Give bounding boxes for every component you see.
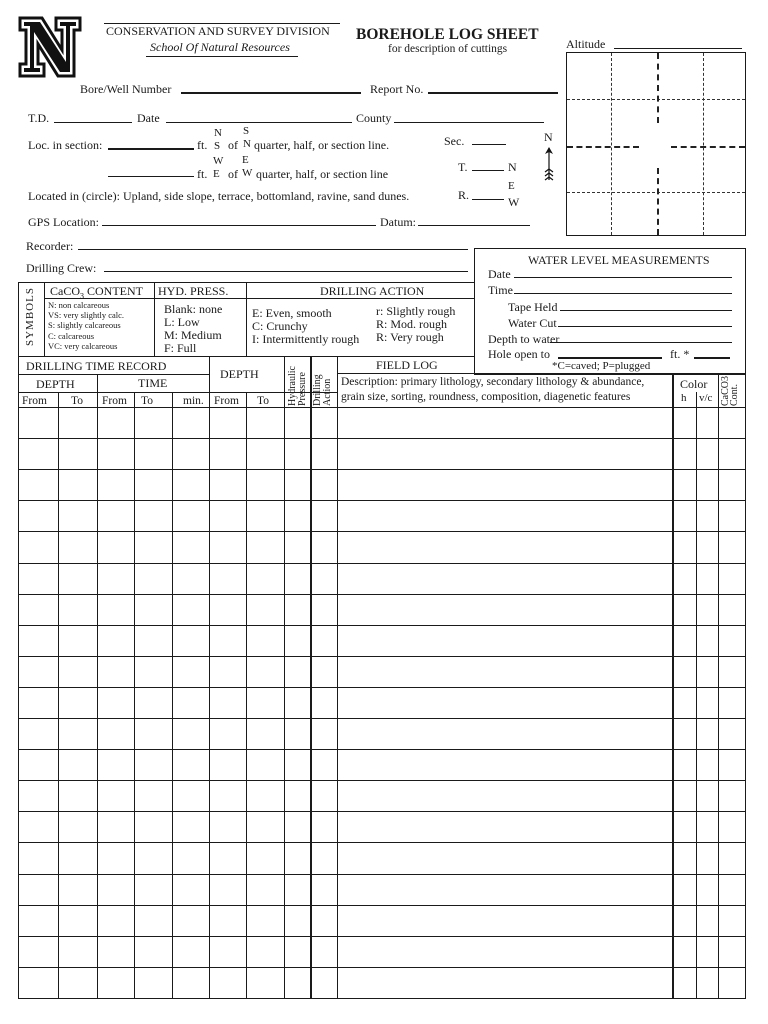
table-row[interactable] — [19, 626, 745, 655]
drilling-action-header: Drilling Action — [312, 374, 333, 406]
gps-field[interactable] — [102, 213, 376, 226]
t-label: T. — [458, 160, 468, 174]
table-row[interactable] — [19, 937, 745, 966]
loc-ns-field[interactable] — [108, 136, 194, 150]
table-row[interactable] — [19, 719, 745, 748]
county-label: County — [356, 111, 392, 125]
loc-ew-field[interactable] — [108, 164, 194, 177]
time-header: TIME — [138, 376, 168, 390]
color-header: Color — [680, 377, 708, 391]
drilling-crew-label: Drilling Crew: — [26, 261, 97, 275]
value-chroma-header: v/c — [699, 392, 713, 404]
field-log-header: FIELD LOG — [376, 358, 438, 372]
section-grid[interactable] — [566, 52, 746, 236]
water-cut-field[interactable] — [558, 314, 732, 327]
bore-well-label: Bore/Well Number — [80, 82, 172, 96]
hue-header: h — [681, 392, 687, 404]
table-row[interactable] — [19, 564, 745, 593]
r-label: R. — [458, 188, 470, 202]
table-row[interactable] — [19, 812, 745, 841]
page-subtitle: for description of cuttings — [388, 43, 508, 55]
table-row[interactable] — [19, 470, 745, 499]
township-field[interactable] — [472, 158, 504, 171]
loc-ns-suffix: quarter, half, or section line. — [254, 138, 390, 152]
table-row[interactable] — [19, 875, 745, 904]
compass-n: N — [544, 130, 553, 144]
datum-field[interactable] — [418, 213, 530, 226]
sec-field[interactable] — [472, 132, 506, 145]
range-field[interactable] — [472, 187, 504, 200]
caco3-cont-header: CaCO3 Cont. — [720, 376, 740, 406]
table-row[interactable] — [19, 688, 745, 717]
depth-to-water-field[interactable] — [550, 330, 732, 343]
caved-plugged-field[interactable] — [694, 345, 730, 359]
loc-ew-suffix: quarter, half, or section line — [256, 167, 389, 181]
located-in-label: Located in (circle): Upland, side slope, terrace, bottomland, ravine, sand dunes. — [28, 189, 410, 203]
drilling-action-title: DRILLING ACTION — [320, 284, 425, 298]
datum-label: Datum: — [380, 215, 416, 229]
sec-label: Sec. — [444, 134, 465, 148]
county-field[interactable] — [394, 110, 544, 123]
north-arrow-icon — [543, 146, 555, 185]
altitude-label: Altitude — [566, 37, 606, 51]
hole-open-field[interactable] — [558, 345, 662, 359]
depth2-header: DEPTH — [220, 367, 259, 381]
description-line1: Description: primary lithology, secondary lithology & abundance, — [341, 376, 645, 388]
table-row[interactable] — [19, 750, 745, 779]
hyd-press-title: HYD. PRESS. — [158, 284, 229, 298]
water-level-title: WATER LEVEL MEASUREMENTS — [528, 253, 710, 267]
date-field[interactable] — [166, 110, 352, 123]
school-name: School Of Natural Resources — [150, 40, 290, 54]
report-field[interactable] — [428, 80, 558, 94]
hydraulic-pressure-header: Hydraulic Pressure — [287, 366, 308, 406]
loc-label: Loc. in section: — [28, 138, 103, 152]
water-time-field[interactable] — [514, 281, 732, 294]
university-logo — [18, 16, 82, 78]
caco3-title: CaCO$_3$ CONTENT — [50, 284, 143, 301]
td-field[interactable] — [54, 110, 132, 123]
table-row[interactable] — [19, 843, 745, 872]
caved-note: *C=caved; P=plugged — [552, 360, 651, 372]
bore-well-field[interactable] — [181, 80, 361, 94]
recorder-field[interactable] — [78, 237, 468, 250]
water-date-field[interactable] — [514, 265, 732, 278]
drilling-time-record: DRILLING TIME RECORD — [26, 359, 167, 373]
table-row[interactable] — [19, 439, 745, 468]
division-name: CONSERVATION AND SURVEY DIVISION — [106, 24, 330, 38]
altitude-field[interactable] — [614, 36, 742, 49]
table-row[interactable] — [19, 595, 745, 624]
report-label: Report No. — [370, 82, 424, 96]
tape-held-field[interactable] — [560, 298, 732, 311]
description-line2: grain size, sorting, roundness, composition, diagenetic features — [341, 391, 631, 403]
gps-label: GPS Location: — [28, 215, 99, 229]
page-title: BOREHOLE LOG SHEET — [356, 26, 539, 43]
table-row[interactable] — [19, 408, 745, 437]
table-row[interactable] — [19, 501, 745, 530]
symbols-label: SYMBOLS — [24, 287, 36, 346]
table-row[interactable] — [19, 657, 745, 686]
table-row[interactable] — [19, 906, 745, 935]
td-label: T.D. — [28, 111, 50, 125]
drilling-crew-field[interactable] — [104, 259, 468, 272]
table-row[interactable] — [19, 781, 745, 810]
table-row[interactable] — [19, 968, 745, 997]
depth-header: DEPTH — [36, 377, 75, 391]
table-row[interactable] — [19, 532, 745, 561]
recorder-label: Recorder: — [26, 239, 74, 253]
date-label: Date — [137, 111, 160, 125]
